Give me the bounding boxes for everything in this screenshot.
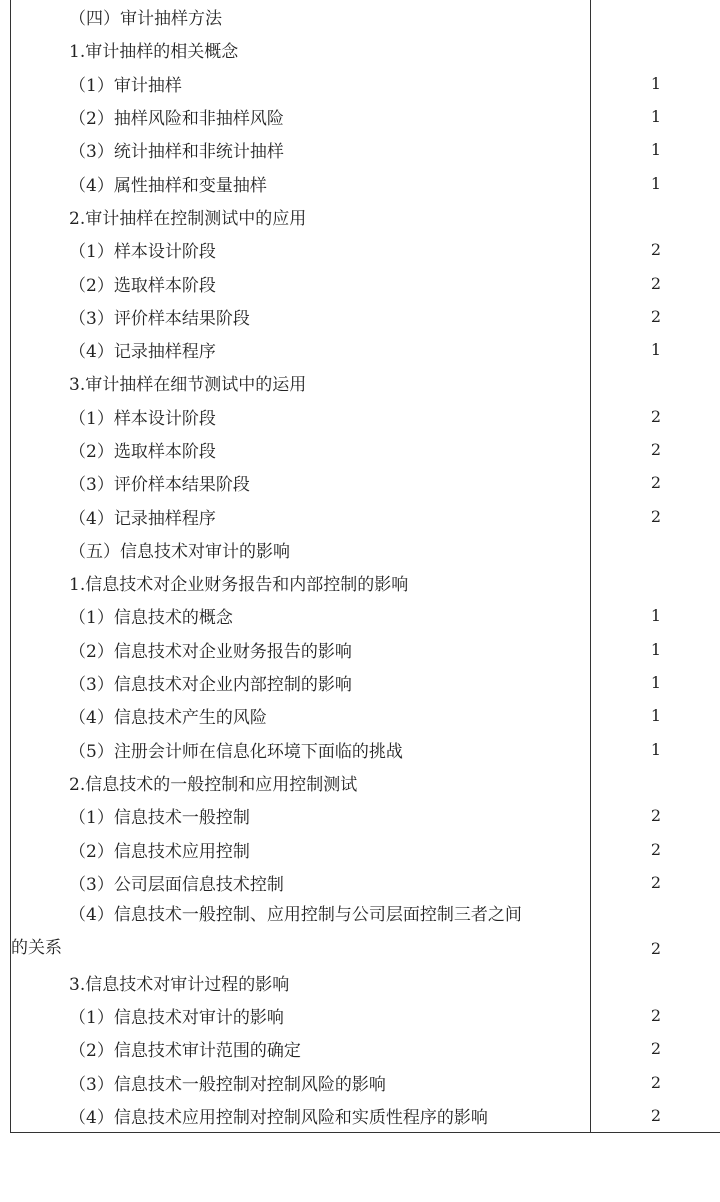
level-value: 2 [650,440,662,459]
level-value: 2 [650,406,662,426]
level-value: 1 [650,107,662,127]
table-row [11,832,720,865]
table-row [11,799,720,832]
topic-label: （1）样本设计阶段 [69,408,216,429]
level-value: 1 [650,340,662,360]
topic-label: （3）信息技术一般控制对控制风险的影响 [69,1074,386,1095]
topic-label: （2）抽样风险和非抽样风险 [69,109,284,130]
table-row [11,466,720,499]
table-row [11,233,720,266]
table-row [11,33,720,66]
table-row [11,133,720,166]
table-row [11,100,720,133]
table-row [11,366,720,399]
topic-label: （1）样本设计阶段 [69,242,216,263]
topic-label: （4）信息技术产生的风险 [69,708,267,729]
topic-label: （2）选取样本阶段 [69,442,216,462]
level-value: 1 [650,739,662,759]
level-value: 2 [650,839,662,859]
topic-label: （2）选取样本阶段 [69,275,216,296]
table-row [11,200,720,233]
level-value: 1 [650,706,662,726]
level-value: 2 [650,506,662,526]
level-value: 2 [650,273,662,293]
topic-label: （3）统计抽样和非统计抽样 [69,142,284,163]
topic-label: （3）公司层面信息技术控制 [69,874,284,895]
table-row [11,666,720,699]
level-value: 2 [650,939,662,959]
level-value: 2 [650,1072,662,1092]
level-value: 1 [650,73,662,93]
table-row [11,866,720,899]
level-value: 1 [650,173,662,193]
level-value: 2 [650,806,662,826]
table-row [11,400,720,433]
level-value: 2 [650,473,662,493]
table-row [11,733,720,766]
table-row [11,499,720,532]
table-row [11,699,720,732]
table-row [11,166,720,199]
topic-label: （4）记录抽样程序 [69,508,216,529]
level-value: 1 [650,606,662,626]
table-row [11,1066,720,1099]
topic-label: （2）信息技术应用控制 [69,841,250,862]
topic-label: （4）信息技术应用控制对控制风险和实质性程序的影响 [69,1107,488,1128]
level-value: 2 [650,872,662,892]
table-row [11,1099,720,1132]
level-value: 2 [650,306,662,326]
level-value: 2 [650,240,662,260]
table-row [11,67,720,100]
topic-label: 3.审计抽样在细节测试中的运用 [69,375,307,396]
topic-label: 3.信息技术对审计过程的影响 [69,974,290,995]
topic-label: （2）信息技术对企业财务报告的影响 [69,641,352,662]
topic-label: （3）评价样本结果阶段 [69,308,250,329]
table-row [11,433,720,466]
topic-label: （2）信息技术审计范围的确定 [69,1041,301,1062]
topic-label: （4）记录抽样程序 [69,342,216,363]
table-row [11,599,720,632]
topic-label: （4）属性抽样和变量抽样 [69,175,267,196]
topic-label: 1.审计抽样的相关概念 [69,42,239,63]
level-value: 1 [650,140,662,160]
table-row [11,266,720,299]
table-row [11,999,720,1032]
topic-label: 2.审计抽样在控制测试中的应用 [69,208,307,229]
table-body [11,0,720,1132]
level-value: 2 [650,1039,662,1059]
topic-label: 2.信息技术的一般控制和应用控制测试 [69,774,358,795]
topic-label: （1）信息技术的概念 [69,608,233,629]
level-value: 1 [650,673,662,693]
table-row [11,766,720,799]
table-row [11,633,720,666]
level-value: 1 [650,639,662,659]
level-value: 2 [650,1105,662,1125]
topic-label: （1）信息技术一般控制 [69,808,250,829]
level-value: 2 [650,1006,662,1026]
table-row [11,0,720,33]
syllabus-table [10,0,720,1133]
topic-label: （5）注册会计师在信息化环境下面临的挑战 [69,741,403,762]
table-row [11,966,720,999]
table-row [11,333,720,366]
topic-label: （3）信息技术对企业内部控制的影响 [69,675,352,696]
topic-label: （1）信息技术对审计的影响 [69,1008,284,1029]
table-row [11,300,720,333]
topic-label: （四）审计抽样方法 [69,9,222,30]
topic-label: 1.信息技术对企业财务报告和内部控制的影响 [69,575,409,596]
table-row [11,533,720,566]
topic-label: （五）信息技术对审计的影响 [69,541,290,562]
topic-label: （4）信息技术一般控制、应用控制与公司层面控制三者之间的关系 [11,905,522,959]
topic-label: （3）评价样本结果阶段 [69,475,250,496]
table-row [11,1032,720,1065]
table-row [11,899,720,966]
table-row [11,566,720,599]
topic-label: （1）审计抽样 [69,75,182,96]
